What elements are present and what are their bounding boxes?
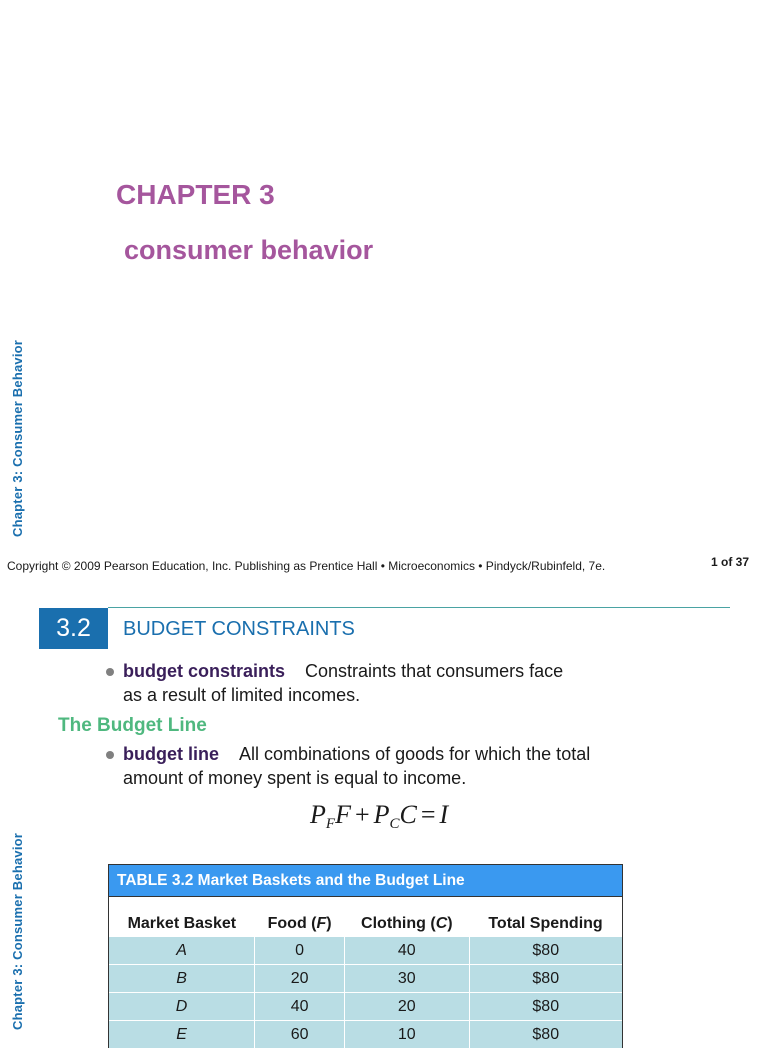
col-header-clothing: Clothing (C) (345, 897, 469, 937)
bullet-icon (106, 751, 114, 759)
cell-spending: $80 (469, 965, 622, 993)
bullet-budget-constraints (123, 661, 563, 682)
cell-basket: E (109, 1021, 255, 1048)
chapter-subtitle: consumer behavior (124, 235, 373, 266)
cell-spending: $80 (469, 937, 622, 965)
side-chapter-label: Chapter 3: Consumer Behavior (10, 833, 25, 1030)
cell-basket: B (109, 965, 255, 993)
cell-clothing: 10 (345, 1021, 469, 1048)
section-title: BUDGET CONSTRAINTS (123, 618, 355, 641)
bullet-term: budget line (123, 744, 219, 764)
budget-line-equation (310, 800, 448, 833)
col-header-food: Food (F) (255, 897, 345, 937)
bullet-definition-continued: amount of money spent is equal to income. (123, 768, 466, 789)
cell-basket: D (109, 993, 255, 1021)
cell-basket: A (109, 937, 255, 965)
eq-income: I (440, 800, 449, 829)
chapter-title: CHAPTER 3 (116, 179, 275, 211)
bullet-icon (106, 668, 114, 676)
cell-food: 20 (255, 965, 345, 993)
eq-price-symbol: P (374, 800, 390, 829)
table-row (109, 1021, 622, 1048)
cell-spending: $80 (469, 1021, 622, 1048)
eq-price-symbol: P (310, 800, 326, 829)
side-chapter-label: Chapter 3: Consumer Behavior (10, 340, 25, 537)
bullet-definition-continued: as a result of limited incomes. (123, 685, 360, 706)
table-row (109, 965, 622, 993)
eq-subscript: F (326, 816, 335, 832)
col-header-basket: Market Basket (109, 897, 255, 937)
subsection-heading: The Budget Line (58, 715, 207, 737)
market-baskets-table (108, 864, 623, 1048)
col-header-spending: Total Spending (469, 897, 622, 937)
cell-clothing: 30 (345, 965, 469, 993)
bullet-budget-line (123, 744, 590, 765)
bullet-definition: Constraints that consumers face (305, 661, 563, 681)
table-caption: TABLE 3.2 Market Baskets and the Budget Line (109, 865, 622, 897)
table-row (109, 937, 622, 965)
eq-variable: F (335, 800, 351, 829)
header-rule (108, 607, 730, 608)
eq-plus: + (351, 800, 374, 829)
page-counter: 1 of 37 (711, 555, 749, 569)
cell-spending: $80 (469, 993, 622, 1021)
table-row (109, 993, 622, 1021)
cell-food: 0 (255, 937, 345, 965)
cell-clothing: 20 (345, 993, 469, 1021)
eq-equals: = (417, 800, 440, 829)
bullet-term: budget constraints (123, 661, 285, 681)
cell-food: 40 (255, 993, 345, 1021)
eq-subscript: C (390, 816, 400, 832)
table-grid (109, 897, 622, 1048)
eq-variable: C (400, 800, 417, 829)
section-number-badge: 3.2 (39, 608, 108, 649)
bullet-definition: All combinations of goods for which the total (239, 744, 590, 764)
cell-food: 60 (255, 1021, 345, 1048)
cell-clothing: 40 (345, 937, 469, 965)
footer-copyright: Copyright © 2009 Pearson Education, Inc. Publishing as Prentice Hall • Microeconomics • Pindyck/Rubinfeld, 7e. (7, 559, 605, 573)
table-header-row (109, 897, 622, 937)
